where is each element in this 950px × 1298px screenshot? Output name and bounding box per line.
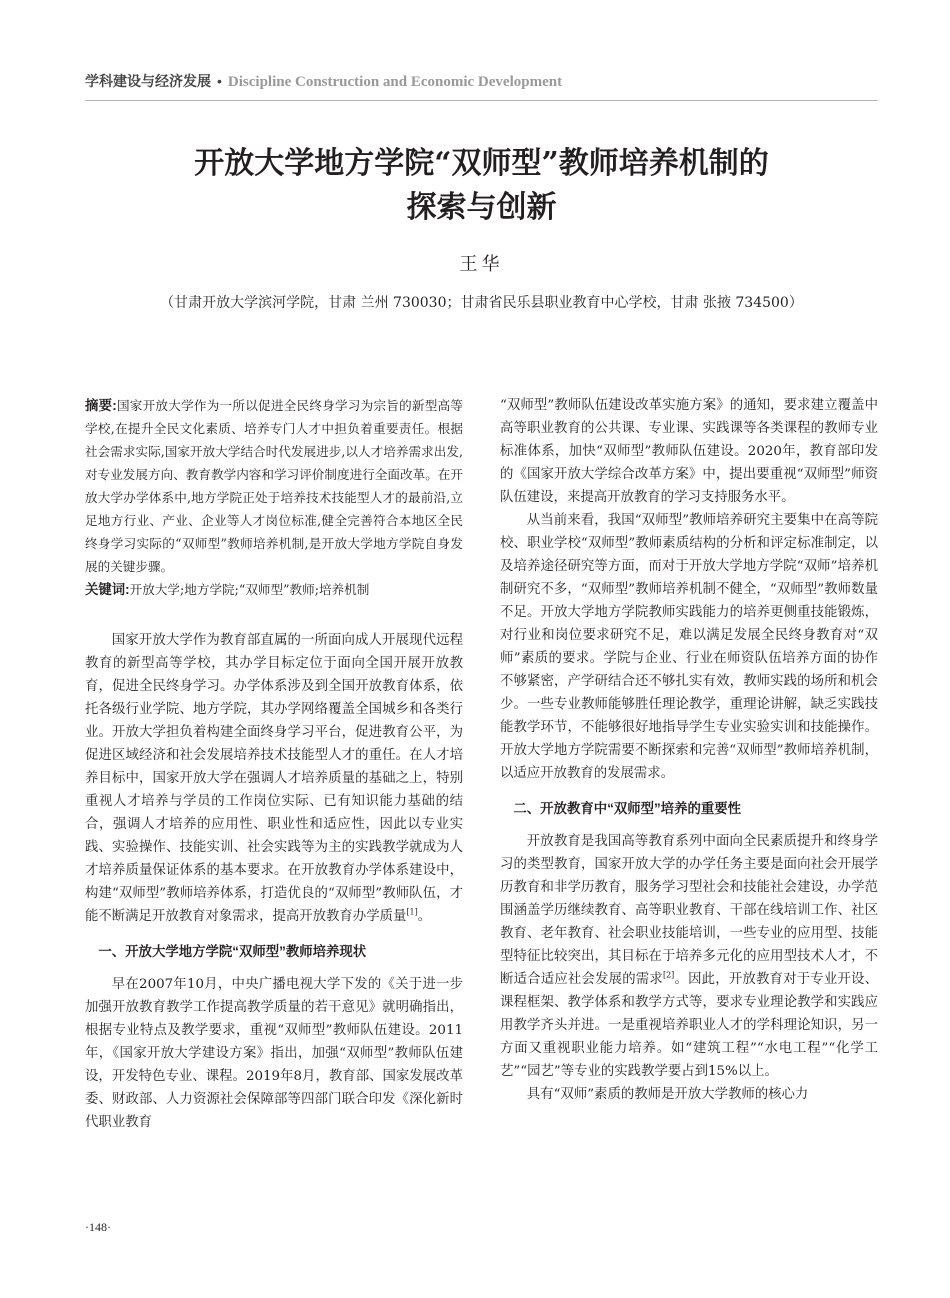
journal-name-en: Discipline Construction and Economic Development	[227, 74, 563, 90]
keywords-text: 开放大学;地方学院;“双师型”教师;培养机制	[129, 582, 370, 597]
section-1-paragraph-2: 从当前来看，我国“双师型”教师培养研究主要集中在高等院校、职业学校“双师型”教师素质结构的分析和评定标准制定，以及培养途径研究等方面，而对于开放大学地方学院“双师”培养机制研究不多，“双师型”教师培养机制不健全，“双师型”教师数量不足。开放大学地方学院教师实践能力的培养更侧重技能锻炼，对行业和岗位要求研究不足，难以满足发展全民终身教育对“双师”素质的要求。学院与企业、行业在师资队伍培养方面的协作不够紧密，产学研结合还不够扎实有效，教师实践的场所和机会少。一些专业教师能够胜任理论教学，重理论讲解，缺乏实践技能教学环节，不能够很好地指导学生专业实验实训和技能操作。开放大学地方学院需要不断探索和完善“双师型”教师培养机制，以适应开放教育的发展需求。	[500, 513, 878, 781]
header-rule	[85, 100, 878, 101]
journal-name-zh: 学科建设与经济发展	[85, 73, 211, 89]
abstract-text: 国家开放大学作为一所以促进全民终身学习为宗旨的新型高等学校,在提升全民文化素质、培养专门人才中担负着重要责任。根据社会需求实际,国家开放大学结合时代发展进步,以人才培养需求出发,对专业发展方向、教育教学内容和学习评价制度进行全面改革。在开放大学办学体系中,地方学院正处于培养技术技能型人才的最前沿,立足地方行业、产业、企业等人才岗位标准,健全完善符合本地区全民终身学习实际的“双师型”教师培养机制,是开放大学地方学院自身发展的关键步骤。	[85, 398, 464, 574]
section-2-paragraph-2: 具有“双师”素质的教师是开放大学教师的核心力	[526, 1087, 809, 1102]
section-1-paragraph-1-continued: “双师型”教师队伍建设改革实施方案》的通知，要求建立覆盖中高等职业教育的公共课、专业课、实践课等各类课程的教师专业标准体系，加快“双师型”教师队伍建设。2020年，教育部印发的《国家开放大学综合改革方案》中，提出要重视“双师型”师资队伍建设，来提高开放教育的学习支持服务水平。	[500, 398, 878, 505]
citation-ref-1: [1]	[406, 907, 418, 917]
citation-ref-2: [2]	[662, 970, 675, 980]
intro-paragraph: 国家开放大学作为教育部直属的一所面向成人开展现代远程教育的新型高等学校，其办学目标定位于面向全国开展开放教育，促进全民终身学习。办学体系涉及到全国开放教育体系，依托各级行业学院、地方学院，其办学网络覆盖全国城乡和各类行业。开放大学担负着构建全面终身学习平台，促进教育公平，为促进区域经济和社会发展培养技术技能型人才的重任。在人才培养目标中，国家开放大学在强调人才培养质量的基础之上，特别重视人才培养与学员的工作岗位实际、已有知识能力基础的结合，强调人才培养的应用性、职业性和适应性，因此以专业实践、实验操作、技能实训、社会实践等为主的实践教学就成为人才培养质量保证体系的基本要求。在开放教育办学体系建设中，构建“双师型”教师培养体系，打造优良的“双师型”教师队伍，才能不断满足开放教育对象需求，提高开放教育办学质量[1]。	[85, 633, 463, 924]
section-2-heading: 二、开放教育中“双师型”培养的重要性	[513, 801, 742, 816]
title-line-2: 探索与创新	[406, 190, 557, 225]
left-body	[85, 629, 463, 1134]
abstract-label: 摘要:	[85, 398, 117, 413]
keywords-label: 关键词:	[85, 582, 130, 597]
article-title	[85, 142, 878, 230]
section-2-paragraph-1: 开放教育是我国高等教育系列中面向全民素质提升和终身学习的类型教育，国家开放大学的办学任务主要是面向社会开展学历教育和非学历教育，服务学习型社会和技能社会建设，办学范围涵盖学历继续教育、高等职业教育、干部在线培训工作、社区教育、老年教育、社会职业技能培训，一些专业的应用型、技能型特征比较突出，其目标在于培养多元化的应用型技术人才，不断适合适应社会发展的需求[2]。因此，开放教育对于专业开设、课程框架、教学体系和教学方式等，要求专业理论教学和实践应用教学齐头并进。一是重视培养职业人才的学科理论知识，另一方面又重视职业能力培养。如“建筑工程”“水电工程”“化学工艺”“园艺”等专业的实践教学要占到15%以上。	[500, 834, 879, 1079]
page-number: ·148·	[85, 1220, 111, 1234]
right-column	[500, 394, 878, 1106]
running-header	[85, 70, 878, 94]
abstract	[85, 394, 463, 578]
author-affiliation: （甘肃开放大学滨河学院，甘肃 兰州 730030；甘肃省民乐县职业教育中心学校，甘肃 张掖 734500）	[160, 295, 803, 311]
header-separator: •	[217, 73, 222, 89]
keywords	[85, 578, 463, 601]
left-column	[85, 394, 463, 1134]
author-name: 王华	[459, 254, 504, 275]
section-1-heading: 一、开放大学地方学院“双师型”教师培养现状	[98, 944, 367, 959]
section-1-paragraph-1: 早在2007年10月，中央广播电视大学下发的《关于进一步加强开放教育教学工作提高教学质量的若干意见》就明确指出，根据专业特点及教学要求，重视“双师型”教师队伍建设。2011年，《国家开放大学建设方案》指出，加强“双师型”教师队伍建设，开发特色专业、课程。2019年8月，教育部、国家发展改革委、财政部、人力资源社会保障部等四部门联合印发《深化新时代职业教育	[85, 977, 463, 1130]
title-line-1: 开放大学地方学院“双师型”教师培养机制的	[194, 146, 769, 181]
